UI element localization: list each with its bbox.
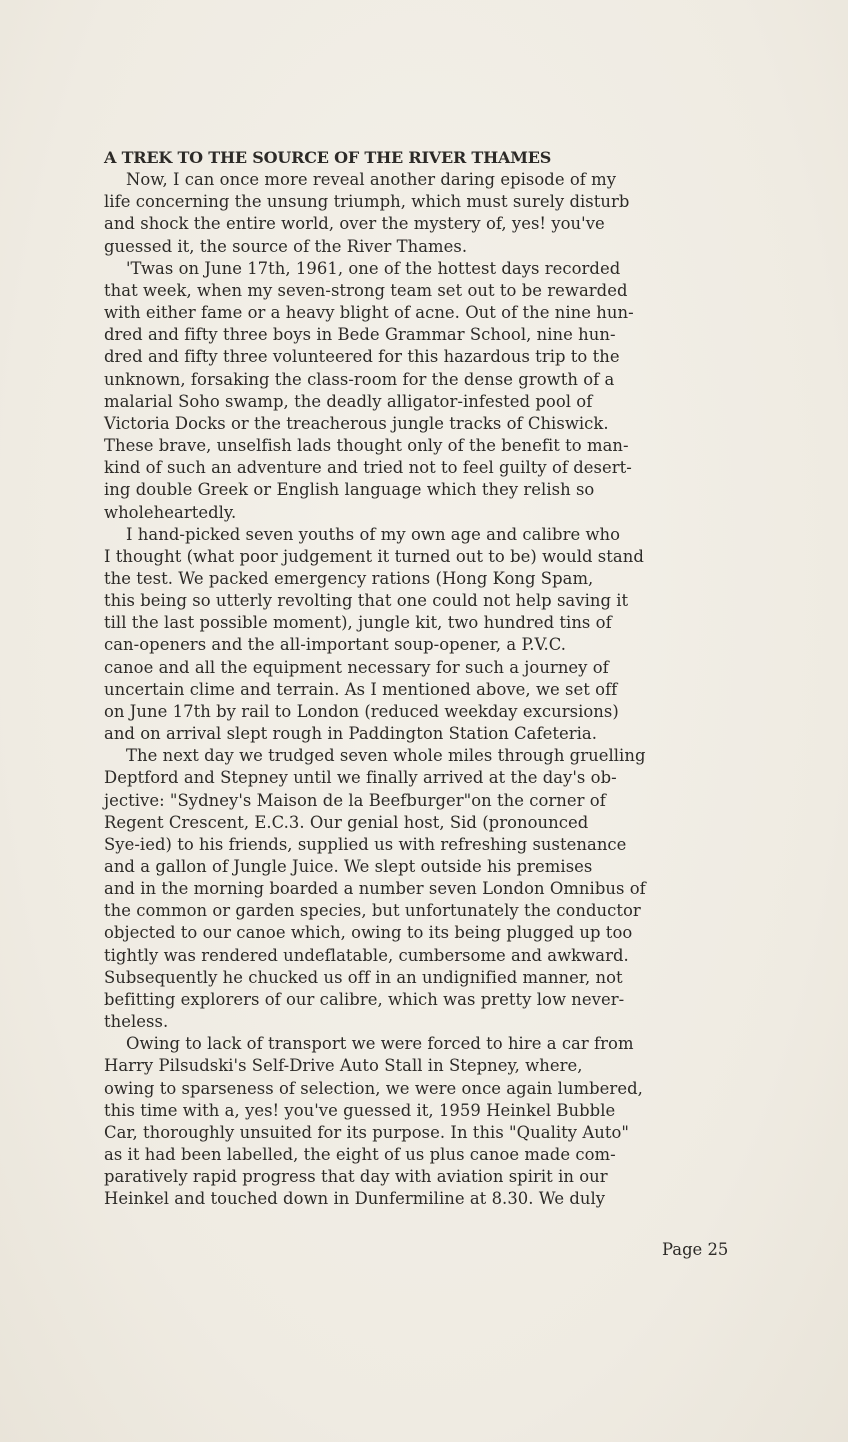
text-line: Regent Crescent, E.C.3. Our genial host, Sid (pronounced (104, 812, 589, 832)
text-line: Subsequently he chucked us off in an undignified manner, not (104, 967, 623, 987)
text-line: canoe and all the equipment necessary for such a journey of (104, 657, 609, 677)
paragraph-3 (104, 524, 754, 746)
text-line: theless. (104, 1012, 169, 1032)
text-line: that week, when my seven-strong team set out to be rewarded (104, 280, 628, 300)
text-line: Now, I can once more reveal another daring episode of my (126, 170, 617, 190)
text-line: Owing to lack of transport we were forced to hire a car from (126, 1034, 634, 1054)
text-line: on June 17th by rail to London (reduced weekday excursions) (104, 701, 619, 721)
text-line: unknown, forsaking the class-room for the dense growth of a (104, 369, 615, 389)
text-line: Car, thoroughly unsuited for its purpose. In this "Quality Auto" (104, 1122, 629, 1142)
text-line: Victoria Docks or the treacherous jungle tracks of Chiswick. (104, 413, 609, 433)
text-line: and in the morning boarded a number seven London Omnibus of (104, 879, 646, 899)
text-line: till the last possible moment), jungle kit, two hundred tins of (104, 613, 612, 633)
text-line: The next day we trudged seven whole miles through gruelling (126, 746, 646, 766)
text-line: Harry Pilsudski's Self-Drive Auto Stall in Stepney, where, (104, 1056, 583, 1076)
text-line: as it had been labelled, the eight of us plus canoe made com- (104, 1145, 616, 1165)
text-line: dred and fifty three volunteered for this hazardous trip to the (104, 347, 620, 367)
text-line: I thought (what poor judgement it turned out to be) would stand (104, 546, 644, 566)
article-title: A TREK TO THE SOURCE OF THE RIVER THAMES (104, 148, 552, 167)
text-line: Sye-ied) to his friends, supplied us with refreshing sustenance (104, 834, 627, 854)
text-line: dred and fifty three boys in Bede Grammar School, nine hun- (104, 325, 616, 345)
text-line: ing double Greek or English language which they relish so (104, 480, 595, 500)
text-line: life concerning the unsung triumph, which must surely disturb (104, 192, 630, 212)
text-line: These brave, unselfish lads thought only of the benefit to man- (104, 436, 629, 456)
text-line: 'Twas on June 17th, 1961, one of the hottest days recorded (126, 258, 621, 278)
paragraph-5 (104, 1033, 754, 1210)
text-line: jective: "Sydney's Maison de la Beefburger"on the corner of (104, 790, 606, 810)
text-line: wholeheartedly. (104, 502, 237, 522)
text-line: uncertain clime and terrain. As I mentioned above, we set off (104, 679, 618, 699)
text-line: tightly was rendered undeflatable, cumbersome and awkward. (104, 945, 629, 965)
page-number: Page 25 (662, 1240, 729, 1259)
text-line: Deptford and Stepney until we finally arrived at the day's ob- (104, 768, 617, 788)
text-line: can-openers and the all-important soup-opener, a P.V.C. (104, 635, 567, 655)
text-line: befitting explorers of our calibre, which was pretty low never- (104, 989, 625, 1009)
text-line: owing to sparseness of selection, we were once again lumbered, (104, 1078, 643, 1098)
text-line: objected to our canoe which, owing to its being plugged up too (104, 923, 633, 943)
text-line: the common or garden species, but unfortunately the conductor (104, 901, 641, 921)
text-line: this time with a, yes! you've guessed it, 1959 Heinkel Bubble (104, 1100, 616, 1120)
text-line: paratively rapid progress that day with aviation spirit in our (104, 1167, 608, 1187)
text-line: with either fame or a heavy blight of acne. Out of the nine hun- (104, 303, 634, 323)
paragraph-2 (104, 258, 754, 524)
paragraph-4 (104, 745, 754, 1033)
text-line: and a gallon of Jungle Juice. We slept outside his premises (104, 857, 593, 876)
text-line: guessed it, the source of the River Thames. (104, 236, 468, 256)
text-line: I hand-picked seven youths of my own age and calibre who (126, 524, 621, 544)
article-body (104, 147, 754, 1211)
text-line: Heinkel and touched down in Dunfermiline at 8.30. We duly (104, 1189, 606, 1209)
text-line: the test. We packed emergency rations (Hong Kong Spam, (104, 568, 594, 588)
paragraph-1 (104, 169, 754, 258)
text-line: and shock the entire world, over the mystery of, yes! you've (104, 214, 605, 234)
text-line: malarial Soho swamp, the deadly alligator-infested pool of (104, 391, 593, 411)
text-line: this being so utterly revolting that one could not help saving it (104, 591, 629, 611)
text-line: kind of such an adventure and tried not to feel guilty of desert- (104, 458, 632, 478)
text-line: and on arrival slept rough in Paddington Station Cafeteria. (104, 724, 597, 744)
